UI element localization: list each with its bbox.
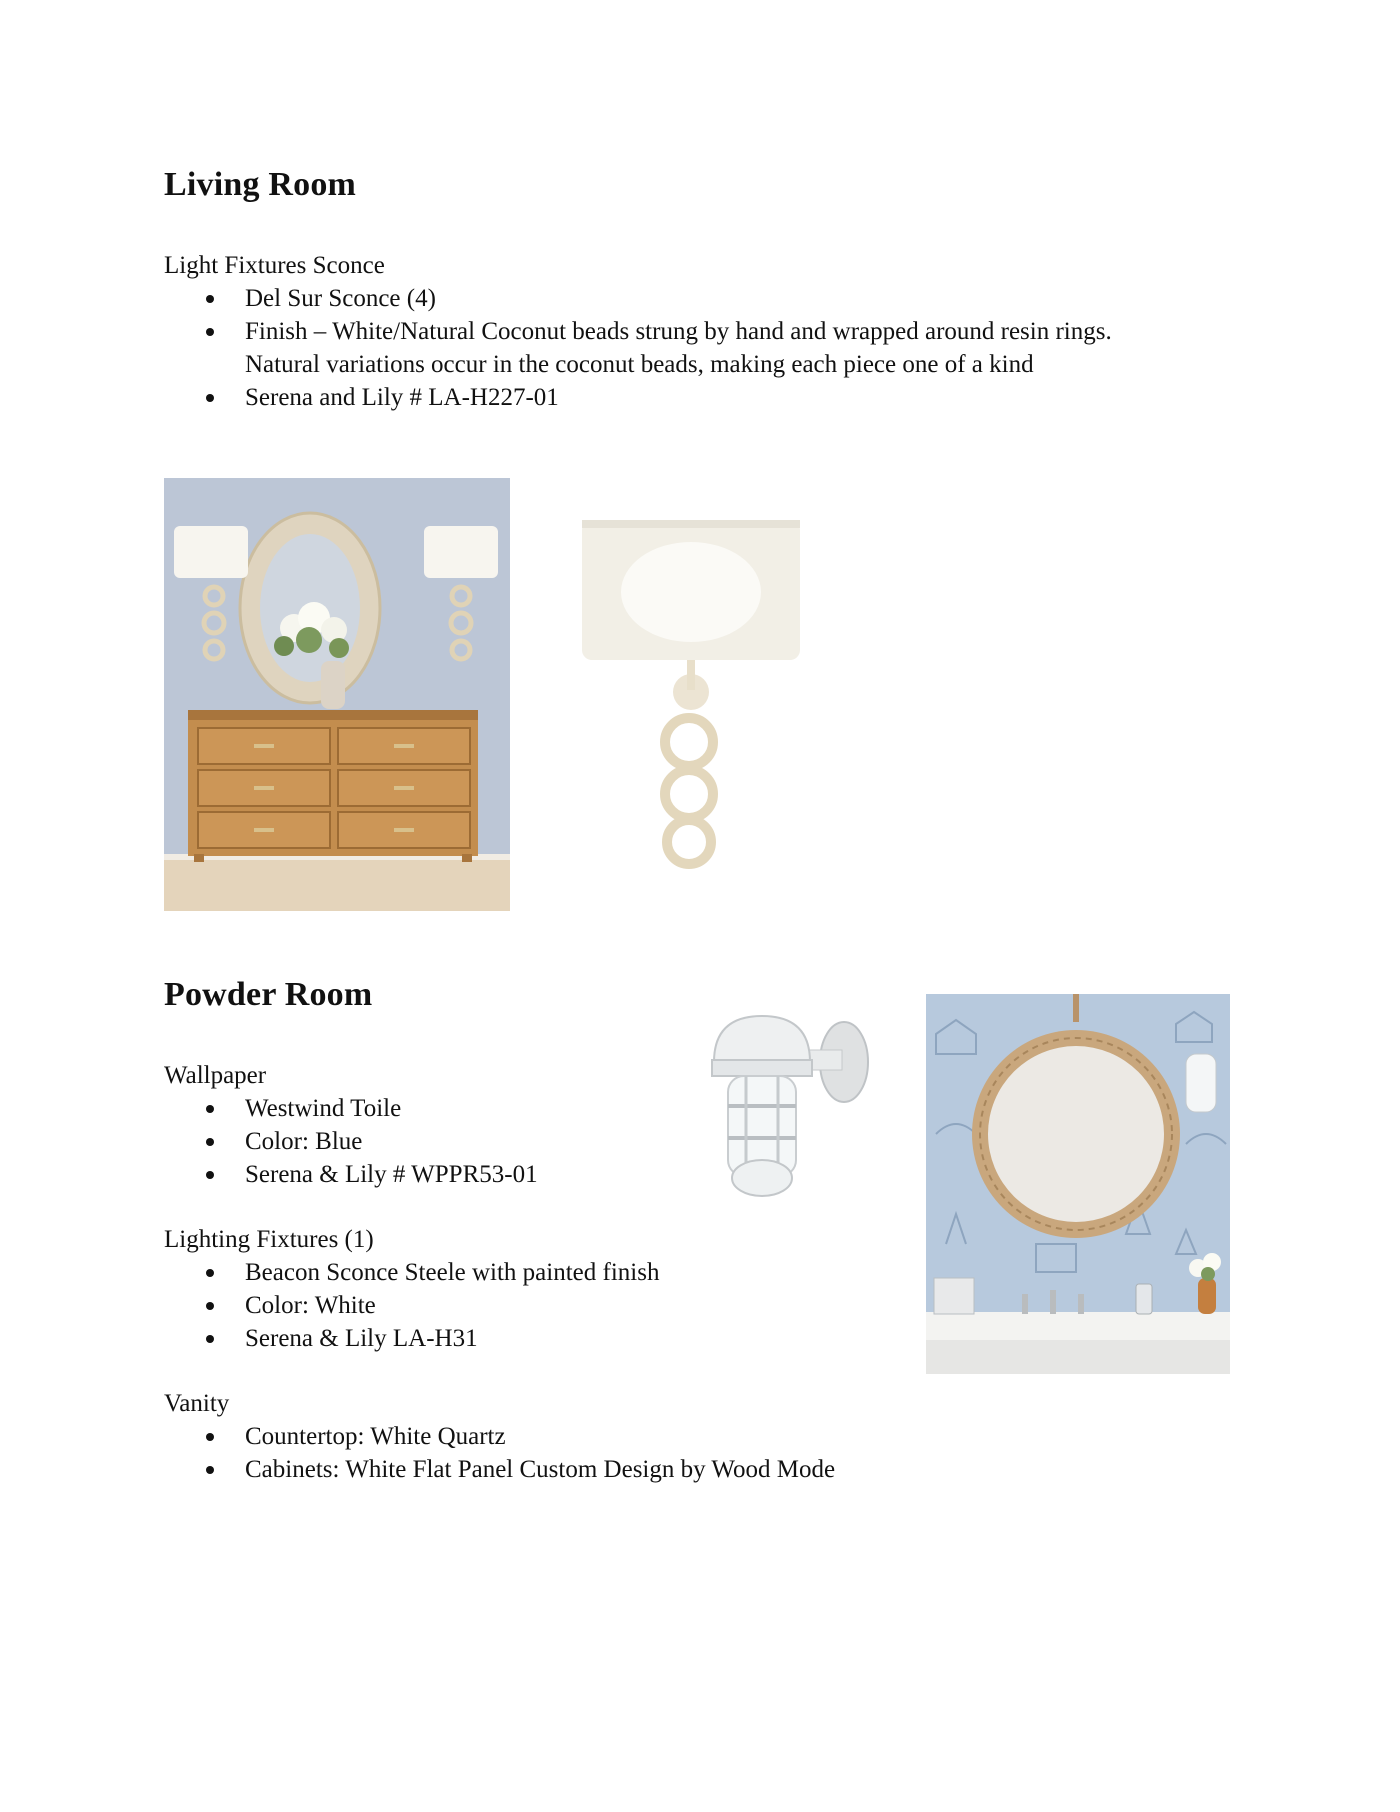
list-item: Del Sur Sconce (4)	[164, 282, 1244, 315]
vanity-list	[164, 1420, 964, 1486]
list-item: Serena & Lily # WPPR53-01	[164, 1158, 684, 1191]
list-item: Finish – White/Natural Coconut beads strung by hand and wrapped around resin rings.	[164, 315, 1244, 348]
list-item: Serena and Lily # LA-H227-01	[164, 381, 1244, 414]
list-item: Color: Blue	[164, 1125, 684, 1158]
list-item: Serena & Lily LA-H31	[164, 1322, 724, 1355]
lighting-category: Lighting Fixtures (1)	[164, 1226, 374, 1253]
wallpaper-category: Wallpaper	[164, 1062, 267, 1089]
living-room-photo	[164, 478, 510, 911]
list-item: Beacon Sconce Steele with painted finish	[164, 1256, 724, 1289]
beacon-sconce-photo	[694, 1002, 874, 1210]
living-room-category: Light Fixtures Sconce	[164, 252, 385, 279]
del-sur-sconce-photo	[574, 512, 804, 872]
powder-room-heading: Powder Room	[164, 976, 373, 1013]
powder-room-photo	[926, 994, 1230, 1374]
wallpaper-list	[164, 1092, 684, 1191]
list-item-continuation: Natural variations occur in the coconut beads, making each piece one of a kind	[245, 351, 1034, 378]
lighting-list	[164, 1256, 724, 1355]
living-room-list	[164, 282, 1244, 414]
list-item: Westwind Toile	[164, 1092, 684, 1125]
living-room-heading: Living Room	[164, 166, 357, 203]
list-item: Countertop: White Quartz	[164, 1420, 964, 1453]
vanity-category: Vanity	[164, 1390, 230, 1417]
list-item: Color: White	[164, 1289, 724, 1322]
list-item: Cabinets: White Flat Panel Custom Design by Wood Mode	[164, 1453, 964, 1486]
